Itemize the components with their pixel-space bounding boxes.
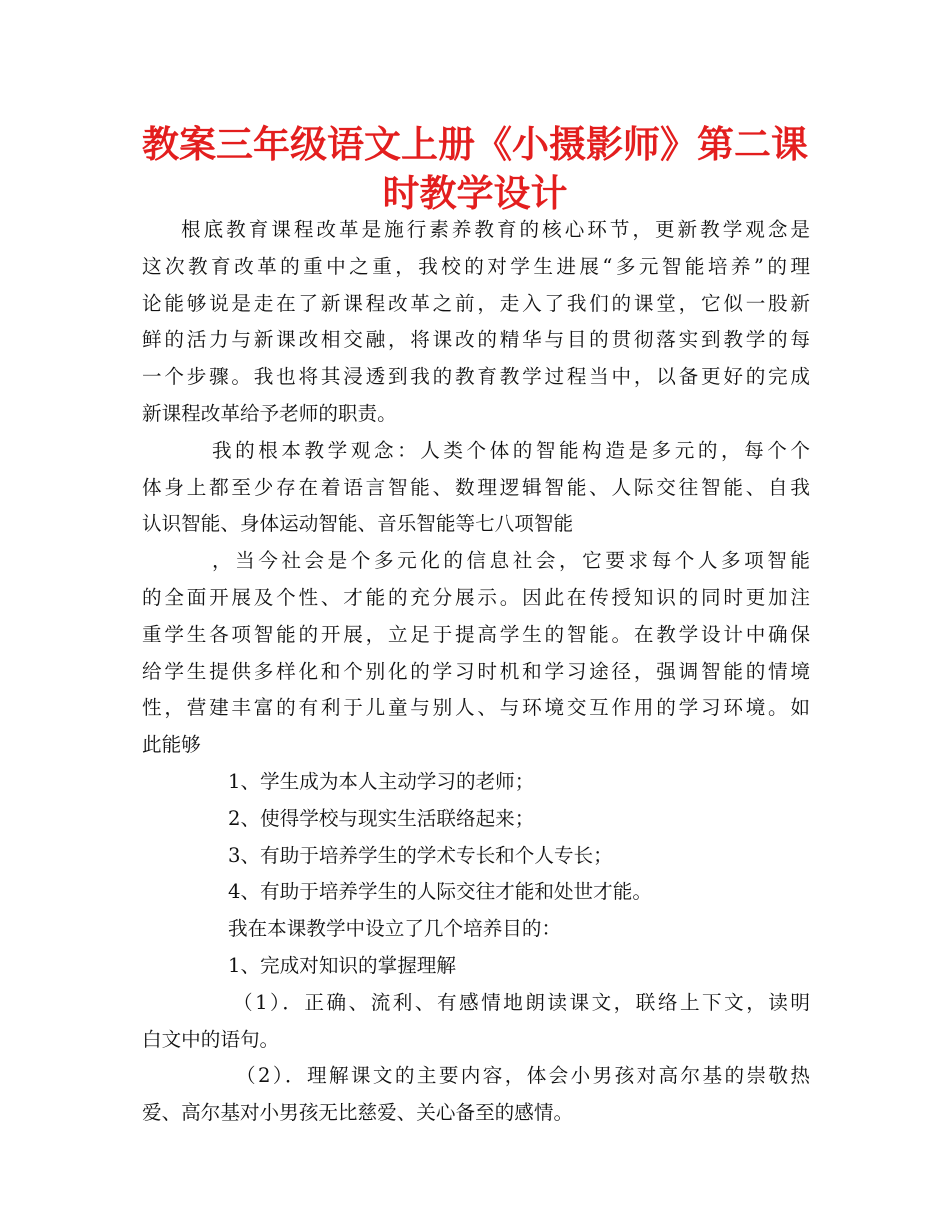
goals-intro: 我在本课教学中设立了几个培养目的： [228,917,562,941]
goal-heading: 1、完成对知识的掌握理解 [228,953,456,977]
text-line: 体身上都至少存在着语言智能、数理逻辑智能、人际交往智能、自我 [142,475,810,499]
document-title-line-1: 教案三年级语文上册《小摄影师》第二课 [142,123,808,166]
list-item: 3、有助于培养学生的学术专长和个人专长； [228,843,613,867]
text-line: 一个步骤。我也将其浸透到我的教育教学过程当中，以备更好的完成 [142,365,810,389]
list-item: 1、学生成为本人主动学习的老师； [228,769,535,793]
text-line: 鲜的活力与新课改相交融，将课改的精华与目的贯彻落实到教学的每 [142,328,810,352]
text-line: 我的根本教学观念：人类个体的智能构造是多元的，每个个 [212,438,810,462]
text-line: 认识智能、身体运动智能、音乐智能等七八项智能 [142,512,574,536]
document-body [142,212,810,1132]
text-line: 这次教育改革的重中之重，我校的对学生进展“多元智能培养”的理 [142,254,810,278]
paragraph-teaching-concept [142,433,810,543]
benefits-list [142,764,810,911]
text-line: 新课程改革给予老师的职责。 [142,401,397,425]
text-line: 的全面开展及个性、才能的充分展示。因此在传授知识的同时更加注 [142,585,810,609]
text-line: 性，营建丰富的有利于儿童与别人、与环境交互作用的学习环境。如 [142,696,810,720]
text-line: 重学生各项智能的开展，立足于提高学生的智能。在教学设计中确保 [142,622,810,646]
text-line: （1）．正确、流利、有感情地朗读课文，联络上下文，读明 [233,990,810,1014]
list-item: 4、有助于培养学生的人际交往才能和处世才能。 [228,880,652,904]
list-item: 2、使得学校与现实生活联络起来； [228,806,535,830]
goal-item-2 [142,1058,810,1132]
goal-item-1 [142,985,810,1059]
text-line: 此能够 [142,733,201,757]
text-line: 论能够说是走在了新课程改革之前，走入了我们的课堂，它似一股新 [142,291,810,315]
text-line: ，当今社会是个多元化的信息社会，它要求每个人多项智能 [212,549,810,573]
paragraph-curriculum-reform [142,212,810,433]
text-line: 根底教育课程改革是施行素养教育的核心环节，更新教学观念是 [181,218,810,241]
text-line: 白文中的语句。 [142,1027,280,1051]
text-line: 给学生提供多样化和个别化的学习时机和学习途径，强调智能的情境 [142,659,810,683]
text-line: 爱、高尔基对小男孩无比慈爱、关心备至的感情。 [142,1101,574,1125]
document-title-line-2: 时教学设计 [382,172,568,215]
paragraph-multiple-intelligences [142,543,810,764]
text-line: （2）．理解课文的主要内容，体会小男孩对高尔基的崇敬热 [236,1064,810,1088]
